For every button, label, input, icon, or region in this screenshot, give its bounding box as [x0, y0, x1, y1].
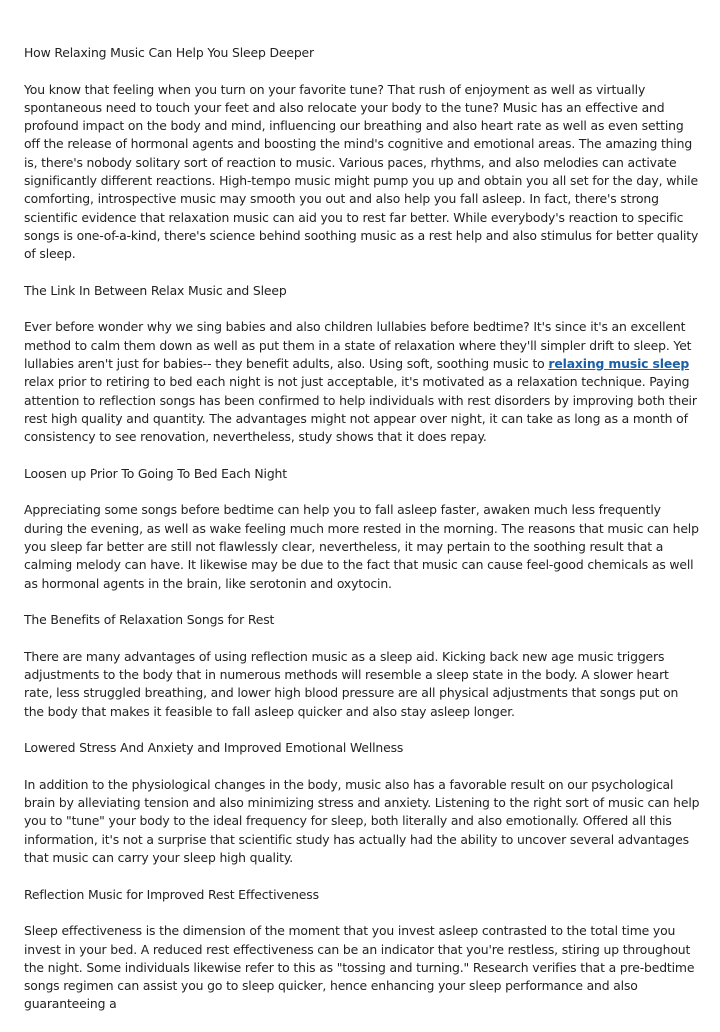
- section-paragraph-link-between: [24, 318, 700, 446]
- section-paragraph-reflection-music: Sleep effectiveness is the dimension of the moment that you invest asleep contrasted to the total time you invest in your bed. A reduced rest effectiveness can be an indicator that you're restless, stiring up throughout the night. Some individuals likewise refer to this as "tossing and turning." Research verifies that a pre-bedtime songs regimen can assist you go to sleep quicker, hence enhancing your sleep performance and also guaranteeing a: [24, 923, 695, 1012]
- section-heading-loosen-up: Loosen up Prior To Going To Bed Each Night: [24, 465, 287, 481]
- article: [24, 44, 700, 1032]
- section-paragraph-loosen-up: Appreciating some songs before bedtime can help you to fall asleep faster, awaken much less frequently during the evening, as well as wake feeling much more rested in the morning. The reasons that music can help you sleep far better are still not flawlessly clear, nevertheless, it may pertain to the soothing result that a calming melody can have. It likewise may be due to the fact that music can cause feel-good chemicals as well as hormonal agents in the brain, like serotonin and oxytocin.: [24, 502, 699, 591]
- paragraph-text-before-link: Ever before wonder why we sing babies and also children lullabies before bedtime? It's since it's an excellent method to calm them down as well as put them in a state of relaxation where they'll simpler drift to sleep. Yet lullabies aren't just for babies-- they benefit adults, also. Using soft, soothing music to: [24, 319, 692, 372]
- article-title: How Relaxing Music Can Help You Sleep Deeper: [24, 45, 314, 60]
- section-heading-link-between: The Link In Between Relax Music and Sleep: [24, 282, 287, 298]
- relaxing-music-sleep-link[interactable]: relaxing music sleep: [548, 356, 690, 372]
- section-heading-reflection-music: Reflection Music for Improved Rest Effectiveness: [24, 886, 319, 902]
- paragraph-text-after-link: relax prior to retiring to bed each night is not just acceptable, it's motivated as a relaxation technique. Paying attention to reflection songs has been confirmed to help individuals with rest disorders by improving both their rest high quality and quantity. The advantages might not appear over night, it can take as long as a month of consistency to see renovation, nevertheless, study shows that it does repay.: [24, 374, 697, 445]
- section-heading-lowered-stress: Lowered Stress And Anxiety and Improved Emotional Wellness: [24, 740, 404, 756]
- section-paragraph-lowered-stress: In addition to the physiological changes in the body, music also has a favorable result on our psychological brain by alleviating tension and also minimizing stress and anxiety. Listening to the right sort of music can help you to "tune" your body to the ideal frequency for sleep, both literally and also emotionally. Offered all this information, it's not a surprise that scientific study has actually had the ability to uncover several advantages that music can carry your sleep high quality.: [24, 776, 700, 866]
- intro-paragraph: You know that feeling when you turn on your favorite tune? That rush of enjoyment as well as virtually spontaneous need to touch your feet and also relocate your body to the tune? Music has an effective and profound impact on the body and mind, influencing our breathing and also heart rate as well as even setting off the release of hormonal agents and boosting the mind's cognitive and emotional areas. The amazing thing is, there's nobody solitary sort of reaction to music. Various paces, rhythms, and also melodies can activate significantly different reactions. High-tempo music might pump you up and obtain you all set for the day, while comforting, introspective music may smooth you out and also help you fall asleep. In fact, there's strong scientific evidence that relaxation music can aid you to rest far better. While everybody's reaction to specific songs is one-of-a-kind, there's science behind soothing music as a rest help and also stimulus for better quality of sleep.: [24, 81, 699, 262]
- section-paragraph-benefits: There are many advantages of using reflection music as a sleep aid. Kicking back new age music triggers adjustments to the body that in numerous methods will resemble a sleep state in the body. A slower heart rate, less struggled breathing, and lower high blood pressure are all physical adjustments that songs put on the body that makes it feasible to fall asleep quicker and also stay asleep longer.: [24, 648, 679, 719]
- section-heading-benefits: The Benefits of Relaxation Songs for Rest: [24, 612, 275, 628]
